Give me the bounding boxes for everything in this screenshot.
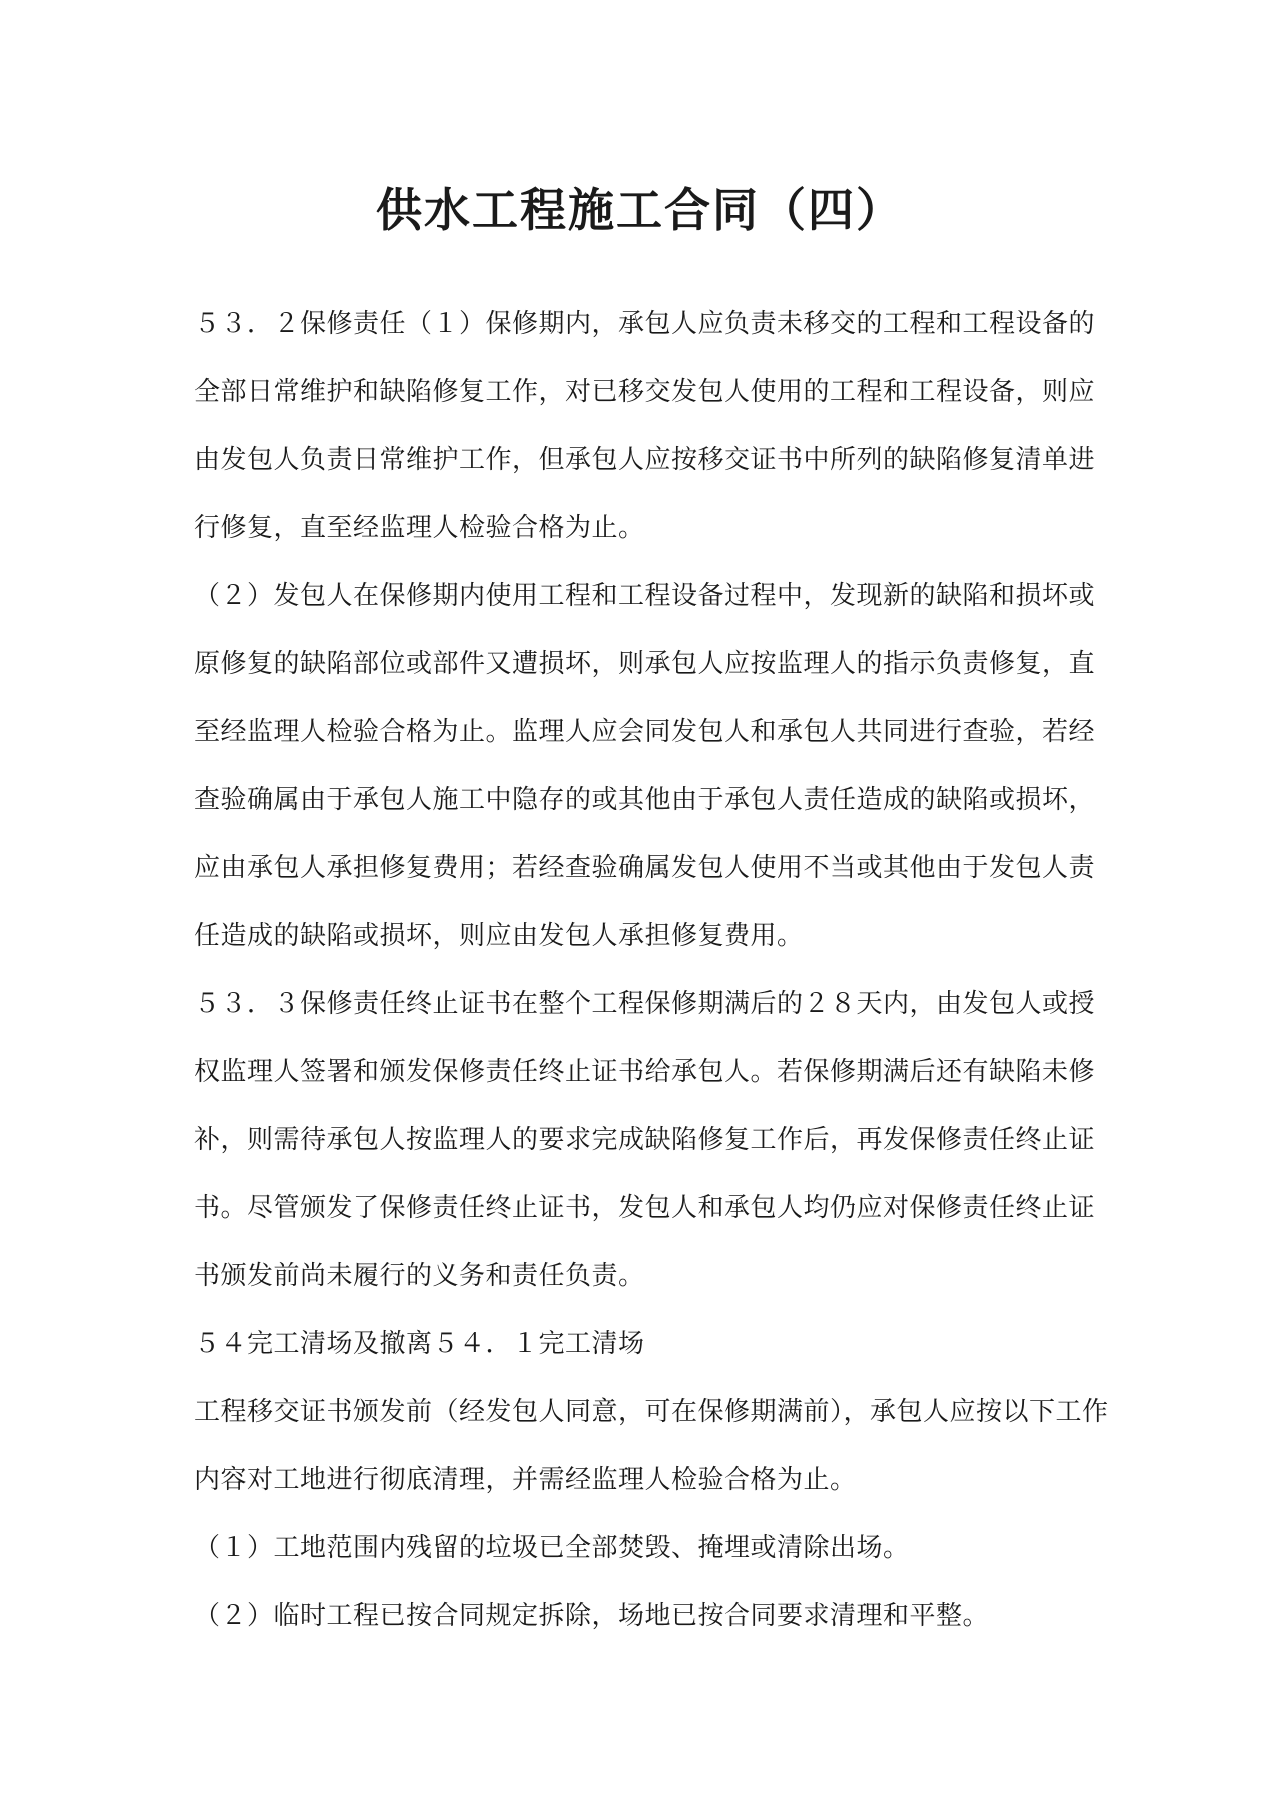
body-line: （２）发包人在保修期内使用工程和工程设备过程中，发现新的缺陷和损坏或 [194, 581, 1096, 611]
body-line: ５３．２保修责任（１）保修期内，承包人应负责未移交的工程和工程设备的 [194, 309, 1096, 339]
body-line: （１）工地范围内残留的垃圾已全部焚毁、掩埋或清除出场。 [194, 1533, 910, 1563]
body-line: 工程移交证书颁发前（经发包人同意，可在保修期满前），承包人应按以下工作 [194, 1397, 1109, 1427]
body-line: 全部日常维护和缺陷修复工作，对已移交发包人使用的工程和工程设备，则应 [194, 377, 1096, 407]
body-line: 任造成的缺陷或损坏，则应由发包人承担修复费用。 [194, 921, 804, 951]
body-line: ５４完工清场及撤离５４．１完工清场 [194, 1329, 645, 1359]
body-line: （２）临时工程已按合同规定拆除，场地已按合同要求清理和平整。 [194, 1601, 990, 1631]
body-line: ５３．３保修责任终止证书在整个工程保修期满后的２８天内，由发包人或授 [194, 989, 1096, 1019]
body-line: 由发包人负责日常维护工作，但承包人应按移交证书中所列的缺陷修复清单进 [194, 445, 1096, 475]
body-line: 书颁发前尚未履行的义务和责任负责。 [194, 1261, 645, 1291]
body-line: 至经监理人检验合格为止。监理人应会同发包人和承包人共同进行查验，若经 [194, 717, 1096, 747]
body-line: 应由承包人承担修复费用；若经查验确属发包人使用不当或其他由于发包人责 [194, 853, 1096, 883]
body-line: 内容对工地进行彻底清理，并需经监理人检验合格为止。 [194, 1465, 857, 1495]
body-line: 查验确属由于承包人施工中隐存的或其他由于承包人责任造成的缺陷或损坏， [194, 785, 1096, 815]
document-body [194, 290, 1109, 1650]
body-line: 书。尽管颁发了保修责任终止证书，发包人和承包人均仍应对保修责任终止证 [194, 1193, 1096, 1223]
body-line: 行修复，直至经监理人检验合格为止。 [194, 513, 645, 543]
body-line: 权监理人签署和颁发保修责任终止证书给承包人。若保修期满后还有缺陷未修 [194, 1057, 1096, 1087]
body-line: 补，则需待承包人按监理人的要求完成缺陷修复工作后，再发保修责任终止证 [194, 1125, 1096, 1155]
body-line: 原修复的缺陷部位或部件又遭损坏，则承包人应按监理人的指示负责修复，直 [194, 649, 1096, 679]
document-title: 供水工程施工合同（四） [376, 183, 904, 237]
